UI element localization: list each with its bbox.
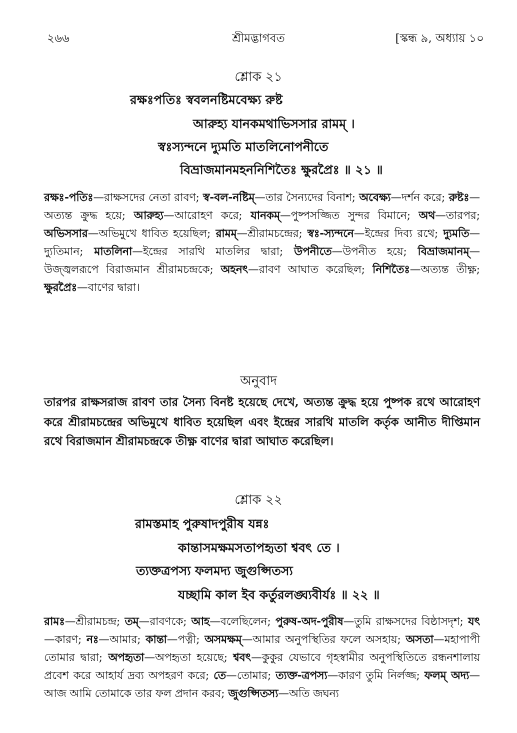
translation-heading: অনুবাদ bbox=[240, 374, 277, 389]
verse-21-line-2: আরুহ্য যানকমথাভিসসার রামম্ । bbox=[193, 116, 355, 131]
translation-text: তারপর রাক্ষসরাজ রাবণ তার সৈন্য বিনষ্ট হয়েছে দেখে, অত্যন্ত ক্রুদ্ধ হয়ে পুষ্পক রথে আরোহণ করে শ্রীরামচন্দ্রের অভিমুখে ধাবিত হয়েছিল এবং ইন্দ্রের সারথি মাতলি কর্তৃক আনীত দীপ্তিমান রথে বিরাজমান শ্রীরামচন্দ্রকে তীক্ষ্ণ বাণের দ্বারা আঘাত করেছিল। bbox=[44, 395, 480, 448]
page-number: ২৬৬ bbox=[47, 31, 70, 45]
verse-22-line-3: ত্যক্তত্রপস্য ফলমদ্য জুগুপ্সিতস্য bbox=[136, 563, 293, 578]
verse-22-line-2: কান্তাসমক্ষমসতাপহৃতা শ্ববৎ তে । bbox=[178, 540, 340, 555]
verse-21-synonyms: রক্ষঃ-পতিঃ—রাক্ষসদের নেতা রাবণ; স্ব-বল-নষ্টিম্—তার সৈন্যদের বিনাশ; অবেক্ষ্য—দর্শন করে; রুষ্টঃ—অত্যন্ত ক্রুদ্ধ হয়ে; আরুহ্য—আরোহণ করে; যানকম্—পুষ্পসজ্জিত সুন্দর বিমানে; অথ—তারপর; অভিসসার—অভিমুখে ধাবিত হয়েছিল; রামম্—শ্রীরামচন্দ্রের; স্বঃ-স্যন্দনে—ইন্দ্রের দিব্য রথে; দ্যুমতি—দ্যুতিমান; মাতলিনা—ইন্দ্রের সারথি মাতলির দ্বারা; উপনীতে—উপনীত হয়ে; বিভ্রাজমানম্—উজ্জ্বলরূপে বিরাজমান শ্রীরামচন্দ্রকে; অহনৎ—রাবণ আঘাত করেছিল; নিশিতৈঃ—অত্যন্ত তীক্ষ্ণ; ক্ষুরপ্রৈঃ—বাণের দ্বারা। bbox=[44, 191, 481, 294]
verse-21-heading: শ্লোক ২১ bbox=[234, 70, 283, 85]
verse-21-line-1: রক্ষঃপতিঃ স্ববলনষ্টিমবেক্ষ্য রুষ্ট bbox=[130, 92, 283, 107]
book-title: শ্রীমদ্ভাগবত bbox=[232, 31, 285, 45]
running-header bbox=[0, 30, 517, 46]
canto-chapter-label: [স্কন্ধ ৯, অধ্যায় ১০ bbox=[395, 31, 484, 45]
verse-21-line-4: বিভ্রাজমানমহননিশিতৈঃ ক্ষুরপ্রৈঃ ॥ ২১ ॥ bbox=[180, 162, 383, 177]
verse-21-line-3: স্বঃস্যন্দনে দ্যুমতি মাতলিনোপনীতে bbox=[158, 139, 329, 154]
verse-22-heading: শ্লোক ২২ bbox=[234, 493, 283, 508]
verse-22-line-4: যচ্ছামি কাল ইব কর্তুরলঙ্ঘ্যবীর্যঃ ॥ ২২ ॥ bbox=[178, 587, 380, 602]
verse-22-synonyms: রামঃ—শ্রীরামচন্দ্র; তম্—রাবণকে; আহ—বলেছিলেন; পুরুষ-অদ-পুরীষ—তুমি রাক্ষসদের বিষ্ঠাসদৃশ; যৎ—কারণ; নঃ—আমার; কান্তা—পত্নী; অসমক্ষম্—আমার অনুপস্থিতির ফলে অসহায়; অসতা—মহাপাপী তোমার দ্বারা; অপহৃতা—অপহৃতা হয়েছে; শ্ববৎ—কুকুর যেভাবে গৃহস্বামীর অনুপস্থিতিতে রন্ধনশালায় প্রবেশ করে আহার্য দ্রব্য অপহরণ করে; তে—তোমার; ত্যক্ত-ত্রপস্য—কারণ তুমি নির্লজ্জ; ফলম্ অদ্য—আজ আমি তোমাকে তার ফল প্রদান করব; জুগুপ্সিতস্য—অতি জঘন্য bbox=[44, 615, 481, 700]
verse-22-line-1: রামস্তমাহ পুরুষাদপুরীষ যন্নঃ bbox=[135, 516, 270, 531]
